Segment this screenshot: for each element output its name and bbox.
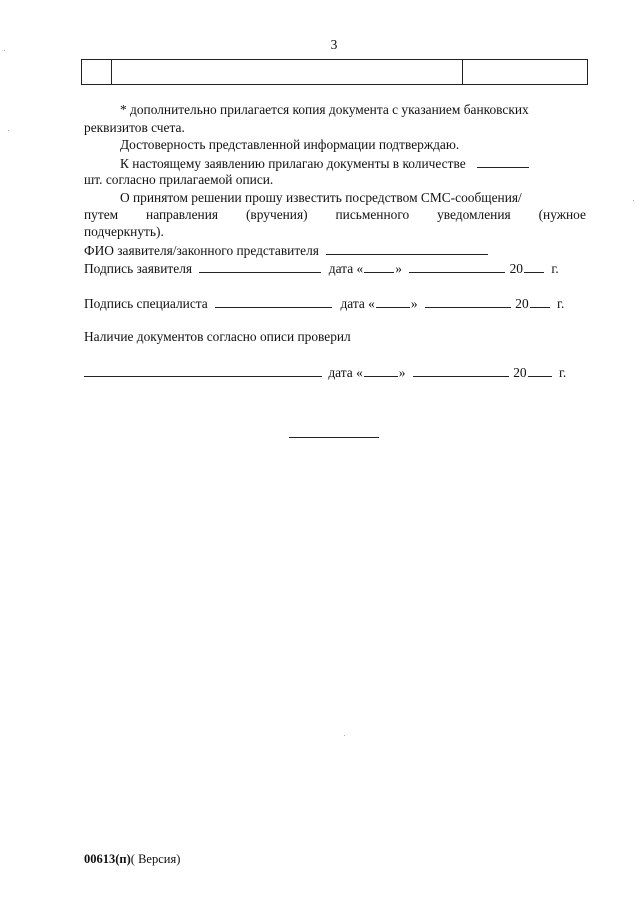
date-label: дата «	[328, 365, 363, 380]
day-field[interactable]	[364, 364, 398, 377]
checker-signature-field[interactable]	[84, 364, 322, 377]
notify-line-1: О принятом решении прошу известить посредством СМС-сообщения/	[120, 190, 522, 205]
fio-field[interactable]	[326, 242, 488, 255]
applicant-sign-row	[84, 260, 586, 277]
check-text: Наличие документов согласно описи проверил	[84, 329, 351, 344]
specialist-signature-field[interactable]	[215, 295, 332, 308]
year-field[interactable]	[528, 364, 552, 377]
attach-text: К настоящему заявлению прилагаю документы в количестве	[120, 156, 466, 171]
form-version: ( Версия)	[130, 852, 181, 866]
check-sign-row	[84, 364, 586, 381]
footer-code	[84, 852, 180, 867]
date-close: »	[410, 296, 418, 311]
year-prefix: 20	[509, 261, 523, 276]
documents-count-field[interactable]	[477, 155, 529, 168]
month-field[interactable]	[425, 295, 511, 308]
scan-dot	[4, 50, 5, 51]
year-suffix: г.	[558, 365, 567, 380]
section-separator	[289, 437, 379, 438]
attach-line-1	[120, 155, 586, 172]
year-suffix: г.	[557, 296, 565, 311]
day-field[interactable]	[376, 295, 410, 308]
scan-dot	[8, 130, 9, 131]
table-cell-divider	[462, 60, 463, 84]
fio-row	[84, 242, 586, 259]
year-prefix: 20	[513, 365, 527, 380]
day-field[interactable]	[364, 260, 394, 273]
scan-dot	[633, 200, 634, 201]
applicant-signature-field[interactable]	[199, 260, 321, 273]
specialist-sign-label: Подпись специалиста	[84, 296, 208, 311]
date-label: дата «	[328, 261, 364, 276]
notify-line-2: путем направления (вручения) письменного уведомления (нужное	[84, 207, 586, 222]
footnote-line-1: * дополнительно прилагается копия документа с указанием банковских	[120, 102, 529, 117]
table-cell-divider	[111, 60, 112, 84]
date-close: »	[398, 365, 406, 380]
date-label: дата «	[340, 296, 375, 311]
table-row	[81, 59, 588, 85]
year-field[interactable]	[530, 295, 550, 308]
specialist-sign-row	[84, 295, 586, 312]
scan-dot	[344, 735, 345, 736]
month-field[interactable]	[409, 260, 505, 273]
notify-line-3: подчеркнуть).	[84, 224, 164, 239]
month-field[interactable]	[413, 364, 509, 377]
form-code: 00613(п)	[84, 852, 131, 866]
confirm-text: Достоверность представленной информации подтверждаю.	[120, 137, 460, 152]
page-number: 3	[330, 37, 338, 52]
year-suffix: г.	[551, 261, 559, 276]
footnote-line-2: реквизитов счета.	[84, 120, 185, 135]
applicant-sign-label: Подпись заявителя	[84, 261, 193, 276]
year-field[interactable]	[524, 260, 544, 273]
year-prefix: 20	[515, 296, 529, 311]
fio-label: ФИО заявителя/законного представителя	[84, 243, 319, 258]
date-close: »	[395, 261, 402, 276]
attach-line-2: шт. согласно прилагаемой описи.	[84, 172, 274, 187]
